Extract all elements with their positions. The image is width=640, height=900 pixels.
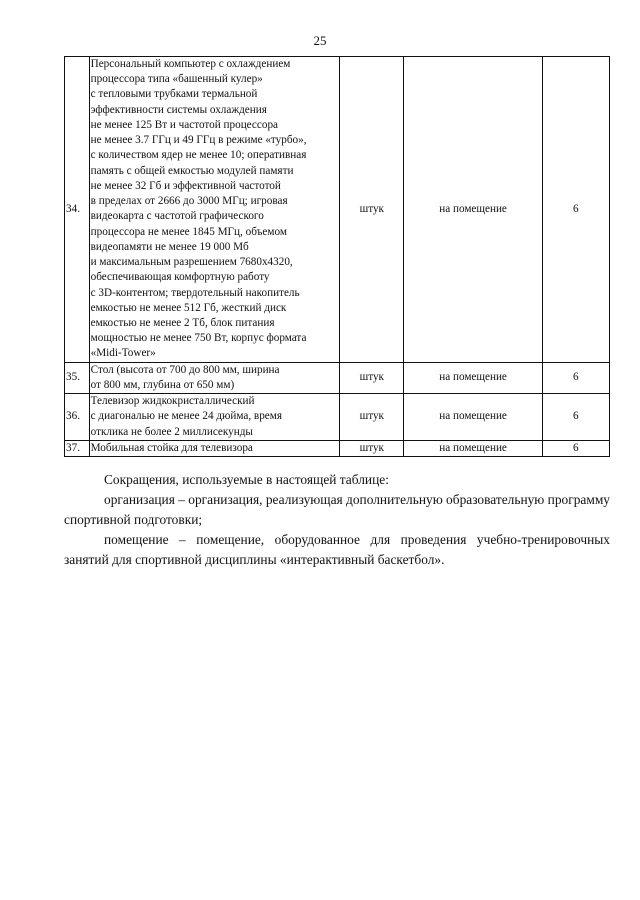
place-cell: на помещение bbox=[404, 57, 542, 363]
item-name-line: память с общей емкостью модулей памяти bbox=[90, 164, 294, 177]
item-name-line: обеспечивающая комфортную работу bbox=[90, 271, 270, 284]
item-name-line: не менее 125 Вт и частотой процессора bbox=[90, 118, 279, 131]
unit-cell: штук bbox=[340, 440, 404, 456]
item-name-line: и максимальным разрешением 7680x4320, bbox=[90, 256, 293, 269]
quantity-cell: 6 bbox=[542, 362, 609, 393]
table-row bbox=[65, 394, 610, 441]
item-name-line: емкостью не менее 512 Гб, жесткий диск bbox=[90, 301, 287, 314]
item-name-line: эффективности системы охлаждения bbox=[90, 103, 267, 116]
item-name bbox=[89, 362, 340, 393]
item-name-line: в пределах от 2666 до 3000 МГц; игровая bbox=[90, 195, 288, 208]
item-name bbox=[89, 394, 340, 441]
item-name bbox=[89, 57, 340, 363]
item-name-line: процессора типа «башенный кулер» bbox=[90, 73, 263, 86]
abbreviation-room: помещение – помещение, оборудованное для проведения учебно-тренировочных занятий для спортивной дисциплины «интерактивный баскетбол». bbox=[64, 532, 610, 568]
item-name-line: видеокарта с частотой графического bbox=[90, 210, 264, 223]
row-number: 37. bbox=[65, 440, 90, 456]
item-name-line: мощностью не менее 750 Вт, корпус формата bbox=[90, 332, 307, 345]
row-number: 36. bbox=[65, 394, 90, 441]
quantity-cell: 6 bbox=[542, 440, 609, 456]
unit-cell: штук bbox=[340, 394, 404, 441]
abbreviations-section bbox=[64, 470, 610, 571]
quantity-cell: 6 bbox=[542, 394, 609, 441]
table-row bbox=[65, 57, 610, 363]
row-number: 35. bbox=[65, 362, 90, 393]
place-cell: на помещение bbox=[404, 362, 542, 393]
unit-cell: штук bbox=[340, 362, 404, 393]
table-row bbox=[65, 362, 610, 393]
page-number: 25 bbox=[313, 33, 327, 48]
item-name-line: емкостью не менее 2 Тб, блок питания bbox=[90, 316, 275, 329]
item-name-line: с количеством ядер не менее 10; оперативная bbox=[90, 149, 307, 162]
item-name bbox=[89, 440, 340, 456]
item-name-line: Мобильная стойка для телевизора bbox=[90, 441, 253, 454]
item-name-line: отклика не более 2 миллисекунды bbox=[90, 425, 253, 438]
abbreviation-organization: организация – организация, реализующая дополнительную образовательную программу спортивной подготовки; bbox=[64, 492, 610, 528]
item-name-line: от 800 мм, глубина от 650 мм) bbox=[90, 378, 235, 391]
item-name-line: Телевизор жидкокристаллический bbox=[90, 395, 255, 408]
item-name-line: Стол (высота от 700 до 800 мм, ширина bbox=[90, 363, 280, 376]
item-name-line: с диагональю не менее 24 дюйма, время bbox=[90, 410, 283, 423]
unit-cell: штук bbox=[340, 57, 404, 363]
row-number: 34. bbox=[65, 57, 90, 363]
item-name-line: не менее 3.7 ГГц и 49 ГГц в режиме «турбо», bbox=[90, 134, 307, 147]
place-cell: на помещение bbox=[404, 394, 542, 441]
item-name-line: видеопамяти не менее 19 000 Мб bbox=[90, 240, 249, 253]
abbreviations-heading: Сокращения, используемые в настоящей таблице: bbox=[104, 472, 389, 487]
item-name-line: «Midi-Tower» bbox=[90, 347, 156, 360]
item-name-line: процессора не менее 1845 МГц, объемом bbox=[90, 225, 287, 238]
table-row bbox=[65, 440, 610, 456]
item-name-line: не менее 32 Гб и эффективной частотой bbox=[90, 179, 281, 192]
item-name-line: с 3D-контентом; твердотельный накопитель bbox=[90, 286, 300, 299]
equipment-table bbox=[64, 56, 610, 457]
quantity-cell: 6 bbox=[542, 57, 609, 363]
item-name-line: с тепловыми трубками термальной bbox=[90, 88, 258, 101]
item-name-line: Персональный компьютер с охлаждением bbox=[90, 58, 291, 70]
place-cell: на помещение bbox=[404, 440, 542, 456]
